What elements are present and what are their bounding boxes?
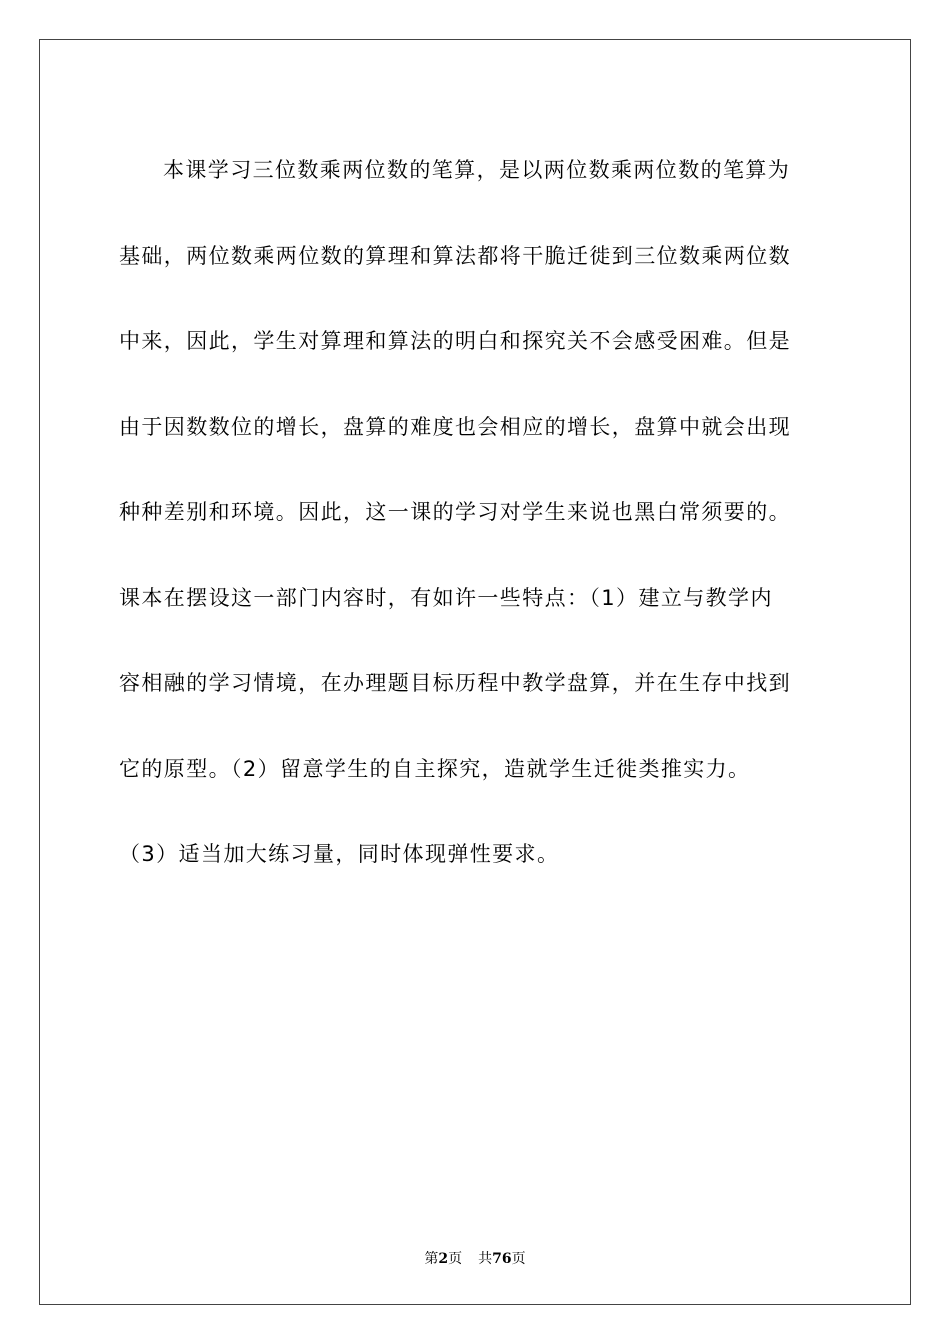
paragraph-line: 中来，因此，学生对算理和算法的明白和探究关不会感受困难。但是 [119, 329, 791, 353]
paragraph-line: 基础，两位数乘两位数的算理和算法都将干脆迁徙到三位数乘两位数 [119, 243, 791, 268]
paragraph-line: 种种差别和环境。因此，这一课的学习对学生来说也黑白常须要的。 [119, 500, 791, 524]
paragraph-line: 课本在摆设这一部门内容时，有如许一些特点：（1）建立与教学内 [119, 585, 773, 610]
page-suffix: 页 [448, 1251, 463, 1267]
page-number: 2 [438, 1251, 449, 1267]
paragraph-line: 由于因数数位的增长，盘算的难度也会相应的增长，盘算中就会出现 [119, 414, 791, 439]
total-pages: 76 [492, 1251, 512, 1267]
total-prefix: 共 [478, 1251, 493, 1267]
paragraph-line: （3）适当加大练习量，同时体现弹性要求。 [119, 842, 560, 866]
paragraph-line: 容相融的学习情境，在办理题目标历程中教学盘算，并在生存中找到 [119, 671, 791, 695]
paragraph-line: 它的原型。（2）留意学生的自主探究，造就学生迁徙类推实力。 [119, 756, 751, 781]
total-suffix: 页 [511, 1251, 526, 1267]
document-body [119, 128, 831, 898]
page-prefix: 第 [424, 1251, 439, 1267]
paragraph-line: 本课学习三位数乘两位数的笔算，是以两位数乘两位数的笔算为 [163, 158, 791, 182]
page-footer [0, 1248, 950, 1268]
